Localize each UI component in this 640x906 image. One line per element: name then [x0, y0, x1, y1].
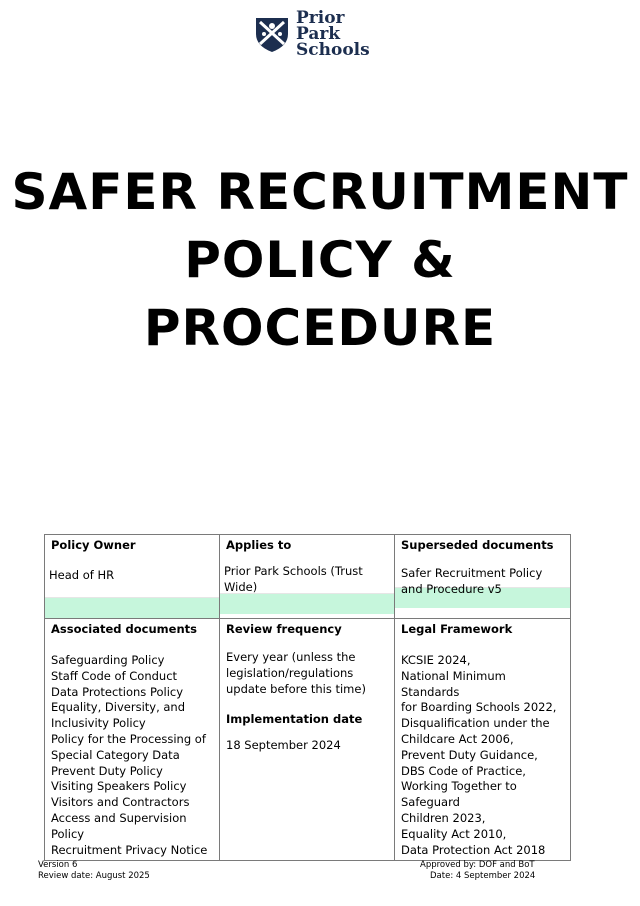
list-item: Safeguarding Policy: [51, 653, 165, 667]
review-date-text: Review date: August 2025: [38, 871, 150, 881]
list-item: Data Protection Act 2018: [401, 842, 546, 857]
document-title-line1: SAFER RECRUITMENT: [11, 163, 629, 221]
table-row: [45, 535, 571, 619]
approval-date-text: Date: 4 September 2024: [430, 871, 536, 881]
list-item: Prevent Duty Policy: [51, 763, 163, 778]
highlight-bar: [220, 593, 394, 614]
list-item: Visitors and Contractors: [51, 795, 190, 810]
applies-to-heading: Applies to: [226, 538, 292, 552]
list-item: Working Together to Safeguard: [401, 779, 517, 810]
list-item: National Minimum Standards: [401, 668, 506, 699]
policy-info-table: [44, 534, 571, 861]
list-item: Inclusivity Policy: [51, 716, 146, 731]
brand-name: [296, 10, 392, 58]
list-item: DBS Code of Practice,: [401, 763, 526, 778]
review-frequency-heading: Review frequency: [226, 622, 342, 636]
review-frequency-cell: [220, 619, 395, 861]
legal-framework-cell: [395, 619, 571, 861]
legal-framework-heading: Legal Framework: [401, 622, 513, 636]
version-text: Version 6: [38, 860, 78, 870]
superseded-heading: Superseded documents: [401, 538, 554, 552]
brand-name-line1: Prior Park: [296, 8, 345, 44]
associated-docs-list: [51, 653, 213, 858]
list-item: Prevent Duty Guidance,: [401, 747, 538, 762]
list-item: KCSIE 2024,: [401, 653, 471, 667]
list-item: Staff Code of Conduct: [51, 668, 178, 683]
crest-icon: [252, 14, 292, 54]
list-item: Equality, Diversity, and: [51, 700, 186, 715]
list-item: Recruitment Privacy Notice: [51, 842, 208, 857]
policy-owner-cell: [45, 535, 220, 619]
footer-left: [38, 860, 150, 882]
list-item: for Boarding Schools 2022,: [401, 700, 557, 715]
superseded-value: Safer Recruitment Policy and Procedure v5: [401, 566, 543, 596]
list-item: Special Category Data: [51, 747, 180, 762]
list-item: Data Protections Policy: [51, 684, 184, 699]
list-item: Equality Act 2010,: [401, 826, 507, 841]
associated-docs-cell: [45, 619, 220, 861]
associated-docs-heading: Associated documents: [51, 622, 197, 636]
list-item: Childcare Act 2006,: [401, 731, 514, 746]
approved-by-text: Approved by: DOF and BoT: [420, 860, 535, 870]
applies-to-value: Prior Park Schools (Trust Wide): [224, 564, 363, 594]
list-item: Visiting Speakers Policy: [51, 779, 187, 794]
superseded-cell: [395, 535, 571, 619]
legal-framework-list: [401, 653, 564, 858]
footer-right: [420, 860, 535, 882]
list-item: Disqualification under the: [401, 716, 550, 731]
brand-name-line2: Schools: [296, 40, 370, 60]
list-item: Access and Supervision Policy: [51, 810, 187, 841]
list-item: Children 2023,: [401, 810, 486, 825]
document-title-line2: POLICY & PROCEDURE: [143, 231, 497, 357]
list-item: Policy for the Processing of: [51, 731, 206, 746]
policy-owner-heading: Policy Owner: [51, 538, 136, 552]
policy-owner-value: Head of HR: [49, 568, 115, 582]
highlight-bar: [45, 597, 219, 618]
school-logo: [252, 8, 392, 60]
applies-to-cell: [220, 535, 395, 619]
review-frequency-value: Every year (unless the legislation/regulations update before this time): [226, 650, 366, 696]
implementation-date-value: 18 September 2024: [226, 738, 341, 752]
implementation-date-heading: Implementation date: [226, 712, 363, 726]
table-row: [45, 619, 571, 861]
